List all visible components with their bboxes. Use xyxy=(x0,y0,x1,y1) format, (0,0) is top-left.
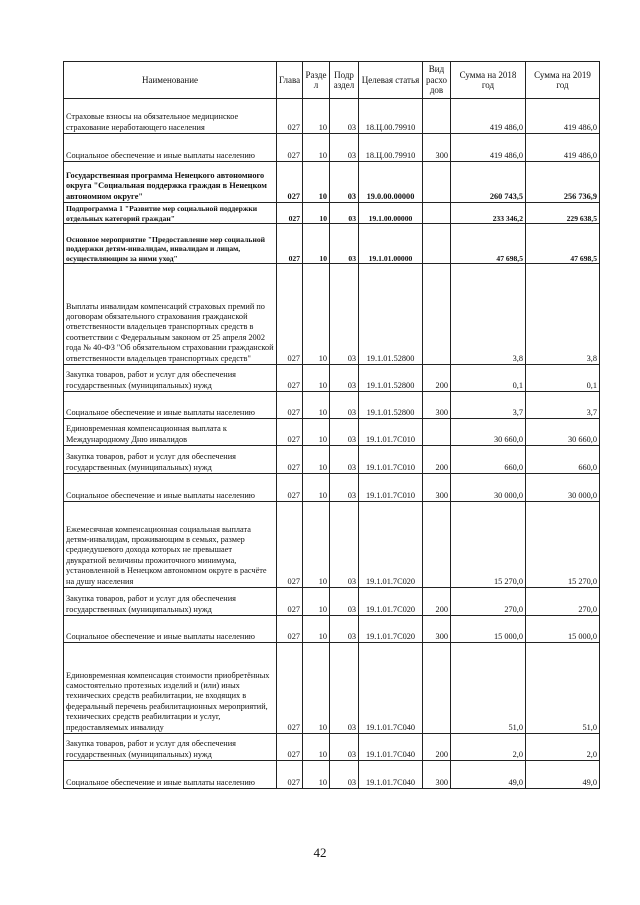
row-glava: 027 xyxy=(277,264,303,365)
row-glava: 027 xyxy=(277,761,303,789)
row-glava: 027 xyxy=(277,419,303,446)
row-razdel: 10 xyxy=(303,392,330,419)
table-row xyxy=(64,419,600,446)
row-name: Страховые взносы на обязательное медицинское страхование неработающего населения xyxy=(64,99,277,134)
row-sum-2019: 419 486,0 xyxy=(526,134,600,162)
row-razdel: 10 xyxy=(303,616,330,643)
row-target: 19.1.00.00000 xyxy=(359,203,423,224)
row-sum-2019: 30 000,0 xyxy=(526,474,600,502)
row-sum-2019: 660,0 xyxy=(526,446,600,474)
header-razdel: Разде л xyxy=(303,62,330,99)
row-name: Закупка товаров, работ и услуг для обеспечения государственных (муниципальных) нужд xyxy=(64,734,277,761)
row-razdel: 10 xyxy=(303,264,330,365)
row-podrazdel: 03 xyxy=(330,643,359,734)
table-row xyxy=(64,734,600,761)
row-podrazdel: 03 xyxy=(330,474,359,502)
row-target: 19.1.01.7С040 xyxy=(359,761,423,789)
row-podrazdel: 03 xyxy=(330,392,359,419)
row-razdel: 10 xyxy=(303,134,330,162)
row-glava: 027 xyxy=(277,134,303,162)
row-razdel: 10 xyxy=(303,643,330,734)
row-vid xyxy=(423,419,451,446)
row-vid: 200 xyxy=(423,365,451,392)
row-vid: 300 xyxy=(423,474,451,502)
header-sum-2019: Сумма на 2019 год xyxy=(526,62,600,99)
row-sum-2018: 30 660,0 xyxy=(451,419,526,446)
table-body xyxy=(64,99,600,789)
row-vid: 300 xyxy=(423,761,451,789)
row-razdel: 10 xyxy=(303,474,330,502)
row-podrazdel: 03 xyxy=(330,134,359,162)
row-razdel: 10 xyxy=(303,162,330,203)
row-target: 19.1.01.52800 xyxy=(359,365,423,392)
row-podrazdel: 03 xyxy=(330,264,359,365)
row-sum-2018: 233 346,2 xyxy=(451,203,526,224)
header-name: Наименование xyxy=(64,62,277,99)
row-podrazdel: 03 xyxy=(330,365,359,392)
table-row xyxy=(64,162,600,203)
row-glava: 027 xyxy=(277,734,303,761)
row-sum-2019: 51,0 xyxy=(526,643,600,734)
row-sum-2018: 419 486,0 xyxy=(451,134,526,162)
header-sum-2018: Сумма на 2018 год xyxy=(451,62,526,99)
table-row xyxy=(64,365,600,392)
row-razdel: 10 xyxy=(303,224,330,264)
row-glava: 027 xyxy=(277,162,303,203)
row-target: 18.Ц.00.79910 xyxy=(359,134,423,162)
row-glava: 027 xyxy=(277,616,303,643)
row-podrazdel: 03 xyxy=(330,502,359,588)
row-podrazdel: 03 xyxy=(330,734,359,761)
row-razdel: 10 xyxy=(303,365,330,392)
row-target: 19.1.01.00000 xyxy=(359,224,423,264)
row-sum-2018: 0,1 xyxy=(451,365,526,392)
row-sum-2019: 3,8 xyxy=(526,264,600,365)
row-podrazdel: 03 xyxy=(330,162,359,203)
table-row xyxy=(64,392,600,419)
table-row xyxy=(64,761,600,789)
row-razdel: 10 xyxy=(303,734,330,761)
row-target: 19.1.01.7С020 xyxy=(359,502,423,588)
row-podrazdel: 03 xyxy=(330,419,359,446)
row-glava: 027 xyxy=(277,502,303,588)
table-row xyxy=(64,588,600,616)
row-vid xyxy=(423,264,451,365)
row-razdel: 10 xyxy=(303,203,330,224)
row-target: 19.1.01.7С010 xyxy=(359,419,423,446)
row-sum-2019: 30 660,0 xyxy=(526,419,600,446)
row-sum-2018: 2,0 xyxy=(451,734,526,761)
row-name: Закупка товаров, работ и услуг для обеспечения государственных (муниципальных) нужд xyxy=(64,588,277,616)
row-sum-2018: 30 000,0 xyxy=(451,474,526,502)
row-razdel: 10 xyxy=(303,99,330,134)
row-podrazdel: 03 xyxy=(330,224,359,264)
row-sum-2018: 3,7 xyxy=(451,392,526,419)
row-sum-2018: 260 743,5 xyxy=(451,162,526,203)
row-glava: 027 xyxy=(277,392,303,419)
row-sum-2019: 256 736,9 xyxy=(526,162,600,203)
row-target: 19.1.01.7С020 xyxy=(359,616,423,643)
row-razdel: 10 xyxy=(303,502,330,588)
row-name: Социальное обеспечение и иные выплаты населению xyxy=(64,474,277,502)
row-razdel: 10 xyxy=(303,419,330,446)
row-name: Подпрограмма 1 "Развитие мер социальной поддержки отдельных категорий граждан" xyxy=(64,203,277,224)
header-target: Целевая статья xyxy=(359,62,423,99)
row-sum-2018: 660,0 xyxy=(451,446,526,474)
row-glava: 027 xyxy=(277,474,303,502)
row-glava: 027 xyxy=(277,588,303,616)
row-sum-2019: 49,0 xyxy=(526,761,600,789)
row-vid xyxy=(423,643,451,734)
row-target: 19.0.00.00000 xyxy=(359,162,423,203)
row-name: Закупка товаров, работ и услуг для обеспечения государственных (муниципальных) нужд xyxy=(64,446,277,474)
table-row xyxy=(64,203,600,224)
row-glava: 027 xyxy=(277,365,303,392)
row-glava: 027 xyxy=(277,99,303,134)
table-row xyxy=(64,616,600,643)
table-row xyxy=(64,446,600,474)
row-sum-2018: 15 270,0 xyxy=(451,502,526,588)
row-vid xyxy=(423,99,451,134)
row-target: 18.Ц.00.79910 xyxy=(359,99,423,134)
row-target: 19.1.01.52800 xyxy=(359,392,423,419)
row-sum-2018: 51,0 xyxy=(451,643,526,734)
row-sum-2018: 270,0 xyxy=(451,588,526,616)
row-vid xyxy=(423,224,451,264)
row-sum-2019: 419 486,0 xyxy=(526,99,600,134)
row-vid: 200 xyxy=(423,734,451,761)
row-name: Государственная программа Ненецкого автономного округа "Социальная поддержка граждан в Ненецком автономном округе" xyxy=(64,162,277,203)
row-name: Выплаты инвалидам компенсаций страховых премий по договорам обязательного страхования гражданской ответственности владельцев транспортных средств в соответствии с Федеральным законом от 25 апреля 2002 года № 40-ФЗ "Об обязательном страховании гражданской ответственности владельцев транспортных средств" xyxy=(64,264,277,365)
header-glava: Глава xyxy=(277,62,303,99)
table-row xyxy=(64,224,600,264)
row-vid: 200 xyxy=(423,588,451,616)
row-name: Социальное обеспечение и иные выплаты населению xyxy=(64,616,277,643)
row-name: Социальное обеспечение и иные выплаты населению xyxy=(64,134,277,162)
row-vid: 300 xyxy=(423,134,451,162)
row-razdel: 10 xyxy=(303,761,330,789)
row-name: Ежемесячная компенсационная социальная выплата детям-инвалидам, проживающим в семьях, размер среднедушевого дохода которых не превышает двукратной величины прожиточного минимума, установленной в Ненецком автономном округе в расчёте на душу населения xyxy=(64,502,277,588)
row-sum-2018: 3,8 xyxy=(451,264,526,365)
row-target: 19.1.01.7С010 xyxy=(359,446,423,474)
row-vid: 300 xyxy=(423,616,451,643)
row-name: Единовременная компенсация стоимости приобретённых самостоятельно протезных изделий и (или) иных технических средств реабилитации, не входящих в федеральный перечень реабилитационных мероприятий, технических средств реабилитации и услуг, предоставляемых инвалиду xyxy=(64,643,277,734)
row-target: 19.1.01.7С040 xyxy=(359,643,423,734)
row-glava: 027 xyxy=(277,643,303,734)
row-podrazdel: 03 xyxy=(330,99,359,134)
row-target: 19.1.01.7С040 xyxy=(359,734,423,761)
row-sum-2019: 229 638,5 xyxy=(526,203,600,224)
row-target: 19.1.01.52800 xyxy=(359,264,423,365)
table-row xyxy=(64,502,600,588)
table-row xyxy=(64,264,600,365)
row-sum-2018: 49,0 xyxy=(451,761,526,789)
row-vid xyxy=(423,502,451,588)
table-row xyxy=(64,134,600,162)
row-razdel: 10 xyxy=(303,588,330,616)
row-sum-2019: 15 270,0 xyxy=(526,502,600,588)
row-sum-2019: 47 698,5 xyxy=(526,224,600,264)
row-name: Единовременная компенсационная выплата к Международному Дню инвалидов xyxy=(64,419,277,446)
row-sum-2018: 15 000,0 xyxy=(451,616,526,643)
table-row xyxy=(64,643,600,734)
row-razdel: 10 xyxy=(303,446,330,474)
row-podrazdel: 03 xyxy=(330,203,359,224)
header-vid: Вид расхо дов xyxy=(423,62,451,99)
row-sum-2019: 0,1 xyxy=(526,365,600,392)
row-vid: 200 xyxy=(423,446,451,474)
row-podrazdel: 03 xyxy=(330,588,359,616)
row-glava: 027 xyxy=(277,203,303,224)
row-podrazdel: 03 xyxy=(330,616,359,643)
row-glava: 027 xyxy=(277,224,303,264)
page-number: 42 xyxy=(313,845,327,860)
row-name: Основное мероприятие "Предоставление мер социальной поддержки детям-инвалидам, инвалидам и лицам, осуществляющим за ними уход" xyxy=(64,224,277,264)
row-target: 19.1.01.7С010 xyxy=(359,474,423,502)
row-vid: 300 xyxy=(423,392,451,419)
table-row xyxy=(64,99,600,134)
row-glava: 027 xyxy=(277,446,303,474)
row-sum-2019: 270,0 xyxy=(526,588,600,616)
row-sum-2019: 2,0 xyxy=(526,734,600,761)
row-name: Социальное обеспечение и иные выплаты населению xyxy=(64,761,277,789)
row-target: 19.1.01.7С020 xyxy=(359,588,423,616)
row-sum-2018: 419 486,0 xyxy=(451,99,526,134)
row-name: Социальное обеспечение и иные выплаты населению xyxy=(64,392,277,419)
row-sum-2019: 3,7 xyxy=(526,392,600,419)
row-name: Закупка товаров, работ и услуг для обеспечения государственных (муниципальных) нужд xyxy=(64,365,277,392)
row-vid xyxy=(423,162,451,203)
table-row xyxy=(64,474,600,502)
budget-table xyxy=(63,61,600,789)
row-podrazdel: 03 xyxy=(330,761,359,789)
row-sum-2019: 15 000,0 xyxy=(526,616,600,643)
row-podrazdel: 03 xyxy=(330,446,359,474)
row-sum-2018: 47 698,5 xyxy=(451,224,526,264)
table-header-row xyxy=(64,62,600,99)
header-podrazdel: Подр аздел xyxy=(330,62,359,99)
row-vid xyxy=(423,203,451,224)
